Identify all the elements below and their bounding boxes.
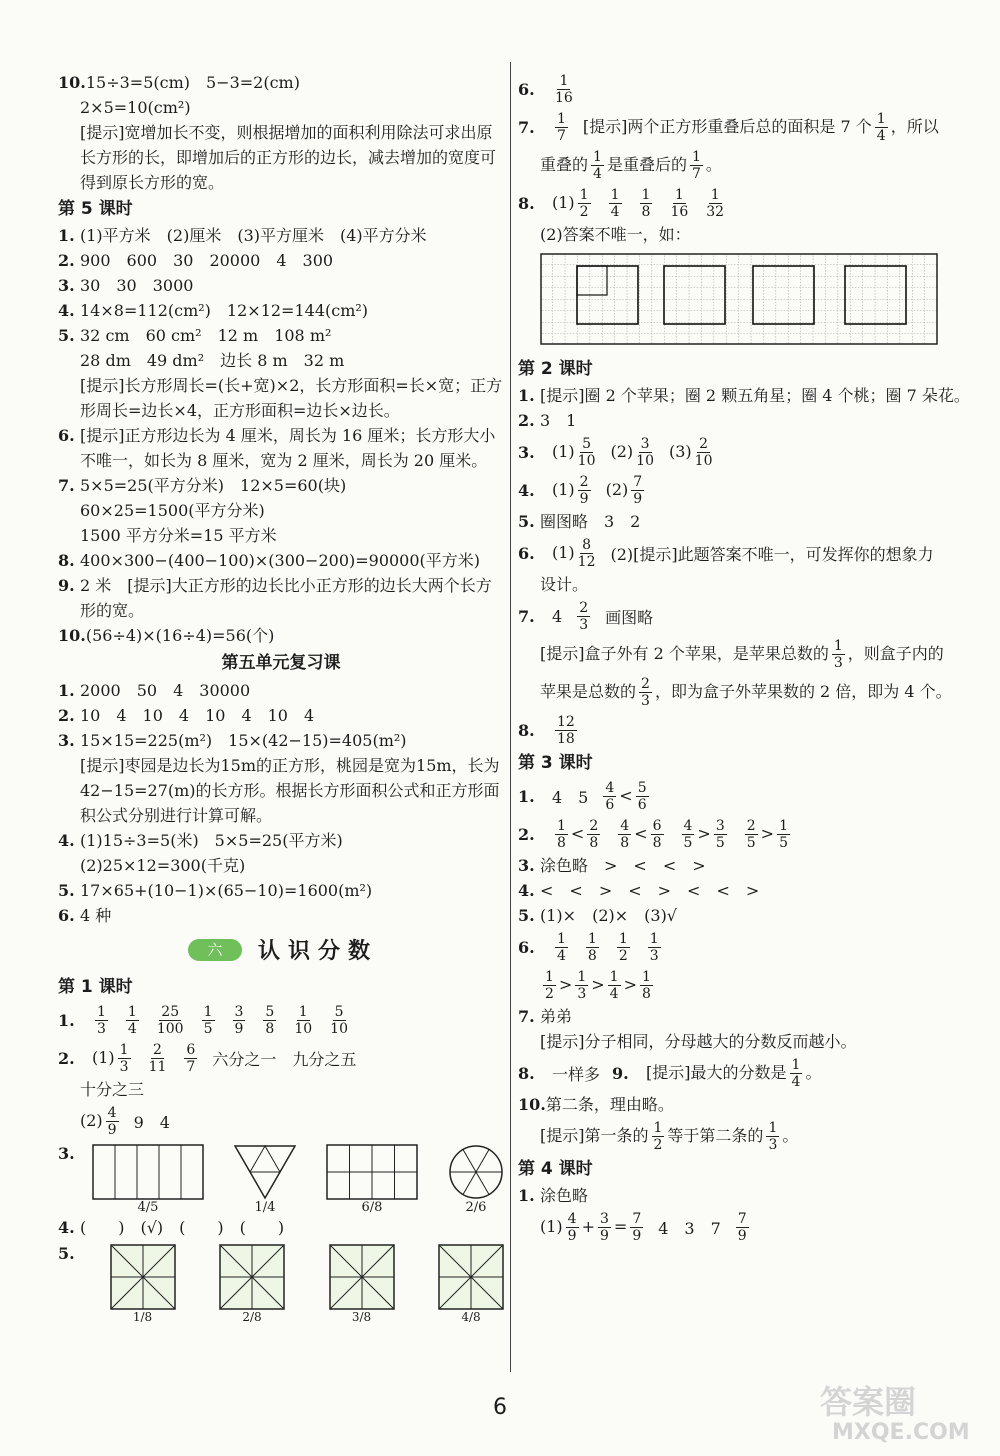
answer-line: 圈图略 3 2	[540, 512, 641, 531]
figure-square-eighths	[438, 1244, 504, 1324]
answer-line: 4	[552, 606, 563, 626]
column-divider	[510, 62, 511, 1372]
q-number: 5.	[518, 906, 535, 925]
q-number: 3.	[58, 731, 75, 750]
q-number: 10.	[518, 1095, 546, 1114]
q-number: 5.	[58, 326, 75, 345]
answer-line: 一样多	[552, 1064, 601, 1084]
hint-text: 是重叠后的	[606, 154, 687, 174]
answer-line: 2×5=10(cm²)	[80, 98, 191, 117]
q-number: 5.	[518, 512, 535, 531]
answer-words: 十分之三	[80, 1080, 145, 1099]
fraction: 2 11	[148, 1041, 167, 1075]
figure-caption: 1/4	[254, 1200, 276, 1215]
section-title: 第 2 课时	[518, 359, 593, 379]
answer-line: 10 4 10 4 10 4 10 4	[80, 706, 315, 725]
hint-text: 2 米 [提示]大正方形的边长比小正方形的边长大两个长方形的宽。	[80, 576, 492, 620]
q-number: 4.	[518, 480, 535, 500]
answer-line: 9 4	[133, 1112, 170, 1132]
hint-text: ，所以	[890, 116, 939, 136]
fraction: 12 18	[557, 713, 575, 747]
answer-line: 60×25=1500(平方分米)	[80, 501, 265, 520]
section-title: 第 3 课时	[518, 753, 593, 773]
answer-line: (1)15÷3=5(米) 5×5=25(平方米)	[80, 831, 343, 850]
watermark-logo: 答案圈	[820, 1383, 917, 1421]
section-title: 第 4 课时	[518, 1159, 593, 1179]
answer-line: 2000 50 4 30000	[80, 681, 251, 700]
q-number: 1.	[58, 1010, 75, 1030]
q-number: 2.	[58, 1048, 75, 1068]
hint-text: [提示]长方形周长=(长+宽)×2，长方形面积=长×宽；正方形周长=边长×4，正方形面积=边长×边长。	[80, 376, 503, 420]
answer-line: 400×300−(400−100)×(300−200)=90000(平方米)	[80, 551, 481, 570]
figure-caption: 1/8	[132, 1310, 153, 1324]
answer-row: 7. 1 7 [提示]两个正方形重叠后总的面积是 7 个 $\frac{1}{4}$ ，所以	[518, 110, 939, 144]
q-number: 7.	[518, 117, 535, 137]
fraction: 5 8	[265, 1003, 275, 1037]
fraction-row: 1. 4 5 $\frac{4}{6}$ < $\frac{5}{6}$	[518, 779, 647, 813]
hint-text: [提示]盒子外有 2 个苹果，是苹果总数的	[540, 643, 829, 663]
watermark-url: MXQE.COM	[832, 1420, 970, 1445]
fraction: 3 9	[234, 1003, 244, 1037]
fraction: 1 16	[670, 186, 689, 220]
figure-rect-eighths	[326, 1144, 418, 1215]
q-number: 4.	[518, 881, 535, 900]
fraction: 5 10	[330, 1003, 348, 1037]
fraction: 1 4	[557, 930, 566, 964]
right-column	[518, 70, 970, 1246]
fraction: 1 7	[557, 110, 566, 144]
unit-review-title: 第五单元复习课	[221, 653, 341, 673]
q-number: 3.	[518, 442, 535, 462]
hint-row: 苹果是总数的 $\frac{2}{3}$ ，即为盒子外苹果数的 2 倍，即为 4 个。	[540, 675, 952, 709]
section-title: 第 1 课时	[58, 977, 133, 997]
hint-row: [提示]第一条的 $\frac{1}{2}$ 等于第二条的 $\frac{1}{3}$ 。	[540, 1119, 799, 1153]
hint-text: [提示]两个正方形重叠后总的面积是 7 个	[582, 116, 872, 136]
q-number: 1.	[58, 681, 75, 700]
fraction: 1 16	[555, 72, 573, 106]
fraction: 1 8	[587, 930, 597, 964]
answer-line: 5×5=25(平方分米) 12×5=60(块)	[80, 476, 347, 495]
fraction: 7 9	[737, 1210, 747, 1244]
fraction: 25 100	[156, 1003, 184, 1037]
figure-rect-fifths	[92, 1144, 204, 1215]
q-number: 8.	[518, 1063, 535, 1083]
q-number: 6.	[58, 426, 75, 445]
q-number: 6.	[58, 906, 75, 925]
q5-figures	[58, 1244, 504, 1324]
figure-caption: 4/8	[461, 1310, 481, 1324]
fraction-row: (1) $\frac{4}{9}$ + $\frac{3}{9}$ = $\frac{7}{9}$ 4 3 7 7 9	[540, 1210, 747, 1244]
fraction-row: 6. (1) $\frac{8}{12}$ (2)[提示]此题答案不唯一，可发挥你的想象力	[518, 536, 934, 570]
q3-figures	[58, 1144, 504, 1215]
q-number: 6.	[518, 79, 535, 99]
answer-line: 28 dm 49 dm² 边长 8 m 32 m	[80, 351, 345, 370]
answer-line: 第二条，理由略。	[545, 1095, 674, 1114]
answer-line: 3 1	[540, 411, 577, 430]
hint-text: 重叠的	[540, 154, 589, 174]
q-number: 5.	[58, 881, 75, 900]
answer-line: 4 种	[80, 906, 112, 925]
q-number: 7.	[518, 1007, 535, 1026]
figure-caption: 2/6	[465, 1200, 487, 1215]
q-number: 4.	[58, 301, 75, 320]
answer-words: 六分之一 九分之五	[212, 1049, 357, 1069]
answer-line: (1)× (2)× (3)√	[540, 906, 678, 925]
hint-text: [提示]圈 2 个苹果；圈 2 颗五角星；圈 4 个桃；圈 7 朵花。	[540, 386, 970, 405]
q-number: 3.	[58, 1144, 75, 1163]
q-number: 1.	[518, 386, 535, 405]
answer-line: 弟弟	[540, 1007, 573, 1026]
hint-text: [提示]第一条的	[540, 1125, 649, 1145]
answer-row: 8. 一样多 9. [提示]最大的分数是 $\frac{1}{4}$ 。	[518, 1056, 822, 1090]
answer-line: 14×8=112(cm²) 12×12=144(cm²)	[80, 301, 369, 320]
answer-line: 32 cm 60 cm² 12 m 108 m²	[80, 326, 332, 345]
fraction: 1 32	[706, 186, 725, 220]
figure-caption: 3/8	[351, 1310, 372, 1324]
answer-row: 重叠的 $\frac{1}{4}$ 是重叠后的 $\frac{1}{7}$ 。	[540, 148, 722, 182]
q-number: 3.	[58, 276, 75, 295]
fraction: 1 10	[294, 1003, 313, 1037]
answer-line: ( ) (√) ( ) ( )	[80, 1218, 285, 1237]
figure-caption: 4/5	[137, 1200, 159, 1215]
answer-line: 15×15=225(m²) 15×(42−15)=405(m²)	[80, 731, 407, 750]
hint-text: ，即为盒子外苹果数的 2 倍，即为 4 个。	[654, 681, 952, 701]
answer-line: 1500 平方分米=15 平方米	[80, 526, 277, 545]
fraction-row: 2. (1) $\frac{1}{3}$ 2 11 6 7 六分之一 九分之五	[58, 1041, 357, 1075]
answer-line: < < > < > < < >	[540, 881, 760, 900]
answer-line: 画图略	[605, 607, 654, 627]
q-number: 6.	[518, 937, 535, 957]
answer-line: (2)25×12=300(千克)	[80, 856, 246, 875]
q-number: 2.	[518, 824, 535, 844]
q-number: 8.	[518, 193, 535, 213]
fraction-row	[58, 1001, 504, 1039]
q-number: 7.	[58, 476, 75, 495]
q-number: 3.	[518, 856, 535, 875]
chapter-header	[188, 934, 504, 965]
q-number: 2.	[58, 706, 75, 725]
figure-square-eighths	[110, 1244, 176, 1324]
answer-line: 30 30 3000	[80, 276, 194, 295]
hint-row: [提示]盒子外有 2 个苹果，是苹果总数的 $\frac{1}{3}$ ，则盒子内的	[540, 637, 944, 671]
dotted-grid-figure	[518, 253, 966, 349]
hint-text: [提示]最大的分数是	[646, 1062, 787, 1082]
figure-circle	[448, 1144, 504, 1215]
figure-square-eighths	[219, 1244, 285, 1324]
fraction-row: $\frac{1}{2}$ > $\frac{1}{3}$ > $\frac{1}{4}$ > $\frac{1}{8}$	[545, 968, 651, 1002]
answer-line: 涂色略 > < < >	[540, 856, 706, 875]
section-title: 第 5 课时	[58, 199, 133, 219]
hint-text: ，则盒子内的	[847, 643, 944, 663]
q-number: 2.	[518, 411, 535, 430]
q-number: 9.	[58, 576, 75, 595]
q-number: 6.	[518, 543, 535, 563]
q-number: 2.	[58, 251, 75, 270]
hint-text: [提示]枣园是边长为15m的正方形，桃园是宽为15m，长为42−15=27(m)的长方形。根据长方形面积公式和正方形面积公式分别进行计算可解。	[80, 756, 500, 825]
fraction-row	[518, 711, 966, 749]
answer-line: 4 5	[552, 787, 589, 807]
q-number: 8.	[518, 720, 535, 740]
fraction-row: 3. (1) $\frac{5}{10}$ (2) $\frac{3}{10}$ (3) $\frac{2}{10}$	[518, 435, 713, 469]
fraction-row: 8. (1) $\frac{1}{2}$ 1 4 1 8 1 16 1 32	[518, 186, 725, 220]
fraction: 1 4	[127, 1003, 137, 1037]
fraction: 1 8	[641, 186, 651, 220]
fraction: 2 3	[579, 599, 589, 633]
hint-text: [提示]宽增加长不变，则根据增加的面积利用除法可求出原长方形的长，即增加后的正方形的边长，减去增加的宽度可得到原长方形的宽。	[80, 123, 497, 192]
figure-caption: 2/8	[242, 1310, 262, 1324]
chapter-badge: 六	[188, 939, 242, 961]
answer-line: 15÷3=5(cm) 5−3=2(cm)	[85, 73, 300, 92]
fraction: 1 5	[203, 1003, 213, 1037]
q-number: 10.	[58, 73, 86, 92]
q-number: 9.	[612, 1063, 629, 1083]
q-number: 1.	[518, 1186, 535, 1205]
q-number: 4.	[58, 831, 75, 850]
q-number: 5.	[58, 1244, 75, 1263]
fraction-row	[518, 597, 966, 635]
fraction-row: 2. $\frac{1}{8}$ < $\frac{2}{8}$ $\frac{4}{8}$ < $\frac{6}{8}$ $\frac{4}{5}$ > $\frac{3}{5}$ $\frac{2}{5}$ > $\frac{1}{5}$	[518, 817, 788, 851]
grid-svg	[540, 253, 938, 345]
hint-text: (2)[提示]此题答案不唯一，可发挥你的想象力	[610, 544, 934, 564]
answer-row	[518, 70, 966, 108]
figure-square-eighths	[329, 1244, 395, 1324]
page-number: 6	[493, 1395, 507, 1420]
q-number: 1.	[518, 786, 535, 806]
q-number: 1.	[58, 226, 75, 245]
fraction: 1 4	[610, 186, 620, 220]
hint-text: [提示]正方形边长为 4 厘米，周长为 16 厘米；长方形大小不唯一，如长为 8 厘米，宽为 2 厘米，周长为 20 厘米。	[80, 426, 496, 470]
hint-text: 苹果是总数的	[540, 681, 637, 701]
fraction: 6 7	[186, 1041, 196, 1075]
chapter-title: 认识分数	[258, 939, 379, 964]
hint-text: 设计。	[540, 575, 589, 594]
fraction: 1 3	[97, 1003, 106, 1037]
answer-line: 4 3 7	[658, 1218, 721, 1238]
fraction: 1 3	[649, 930, 659, 964]
q-number: 4.	[58, 1218, 75, 1237]
fraction: 1 2	[618, 930, 628, 964]
hint-text: [提示]分子相同，分母越大的分数反而越小。	[540, 1032, 857, 1051]
q-number: 8.	[58, 551, 75, 570]
answer-line: 900 600 30 20000 4 300	[80, 251, 334, 270]
figure-caption: 6/8	[361, 1200, 383, 1215]
hint-text: 等于第二条的	[667, 1125, 764, 1145]
fraction-row	[518, 928, 966, 966]
q-number: 7.	[518, 606, 535, 626]
figure-triangle	[234, 1144, 296, 1215]
answer-line: (56÷4)×(16÷4)=56(个)	[85, 626, 275, 645]
answer-line: 涂色略	[540, 1186, 589, 1205]
q-number: 10.	[58, 626, 86, 645]
answer-line: (2)答案不唯一，如：	[540, 225, 691, 244]
fraction-row: (2) $\frac{4}{9}$ 9 4	[80, 1104, 170, 1138]
fraction-row: 4. (1) $\frac{2}{9}$ (2) $\frac{7}{9}$	[518, 473, 643, 507]
answer-line: 17×65+(10−1)×(65−10)=1600(m²)	[80, 881, 373, 900]
left-column	[58, 70, 504, 1324]
answer-line: (1)平方米 (2)厘米 (3)平方厘米 (4)平方分米	[80, 226, 427, 245]
